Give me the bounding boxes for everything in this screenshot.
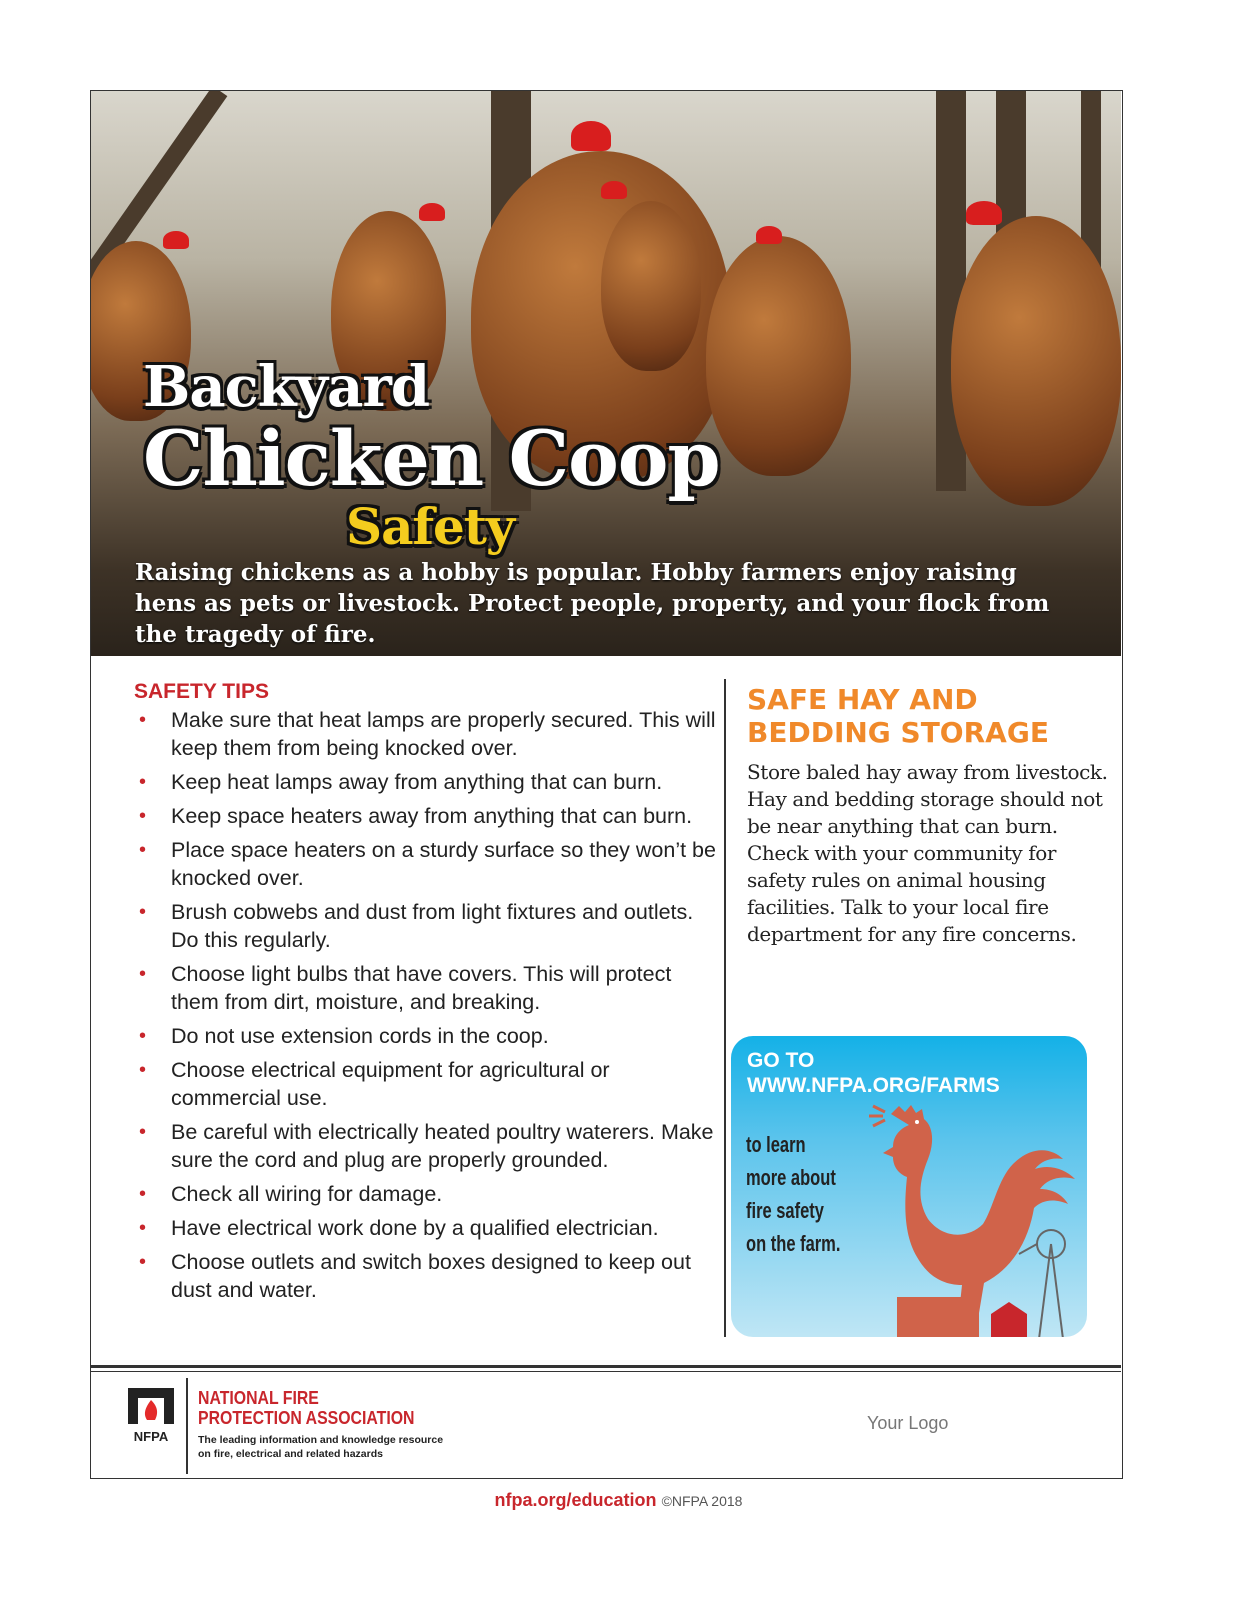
- safety-tips-section: [134, 679, 724, 1310]
- hay-storage-heading: SAFE HAY AND BEDDING STORAGE: [747, 683, 1049, 749]
- safety-tip-item: [134, 898, 724, 954]
- safety-tip-item: [134, 1118, 724, 1174]
- safety-tip-text: Check all wiring for damage.: [171, 1182, 443, 1206]
- bullet-icon: •: [139, 1121, 147, 1143]
- safety-tip-item: [134, 1248, 724, 1304]
- safety-tip-text: Be careful with electrically heated poultry waterers. Make sure the cord and plug are properly grounded.: [171, 1120, 714, 1172]
- safety-tips-list: [134, 706, 724, 1304]
- rooster-illustration-icon: [851, 1094, 1087, 1337]
- copyright: ©NFPA 2018: [661, 1493, 743, 1509]
- chicken-coop-photo: [91, 91, 1121, 656]
- education-link[interactable]: nfpa.org/education: [494, 1490, 657, 1510]
- bullet-icon: •: [139, 1217, 147, 1239]
- bullet-icon: •: [139, 1251, 147, 1273]
- safety-tip-text: Keep heat lamps away from anything that can burn.: [171, 770, 663, 794]
- promo-goto-label: GO TO: [747, 1049, 815, 1072]
- bullet-icon: •: [139, 1025, 147, 1047]
- bullet-icon: •: [139, 805, 147, 827]
- safety-tip-text: Choose light bulbs that have covers. This will protect them from dirt, moisture, and breaking.: [171, 962, 672, 1014]
- bullet-icon: •: [139, 771, 147, 793]
- safety-tip-text: Place space heaters on a sturdy surface so they won’t be knocked over.: [171, 838, 716, 890]
- title-safety: Safety: [346, 497, 514, 556]
- safety-tip-item: [134, 1180, 724, 1208]
- learn-line: on the farm.: [746, 1231, 841, 1256]
- promo-url-link[interactable]: WWW.NFPA.ORG/FARMS: [747, 1074, 1000, 1097]
- safety-tip-item: [134, 836, 724, 892]
- your-logo-placeholder: Your Logo: [867, 1413, 949, 1433]
- safety-tip-text: Choose electrical equipment for agricultural or commercial use.: [171, 1058, 610, 1110]
- svg-text:NFPA: NFPA: [133, 1429, 169, 1444]
- hay-storage-section: [747, 683, 1113, 948]
- learn-line: to learn: [746, 1132, 806, 1157]
- safety-tip-item: [134, 1214, 724, 1242]
- bullet-icon: •: [139, 709, 147, 731]
- footer-rule: [91, 1365, 1121, 1372]
- bullet-icon: •: [139, 1183, 147, 1205]
- intro-text: Raising chickens as a hobby is popular. Hobby farmers enjoy raising hens as pets or livestock. Protect people, property, and your flock from the tragedy of fire.: [135, 559, 1050, 648]
- bullet-icon: •: [139, 839, 147, 861]
- safety-tip-item: [134, 960, 724, 1016]
- nfpa-flame-icon: [124, 1386, 178, 1444]
- page-footer: [0, 1490, 1237, 1511]
- farms-promo-box[interactable]: [731, 1036, 1087, 1337]
- learn-line: fire safety: [746, 1198, 824, 1223]
- safety-tips-heading: SAFETY TIPS: [134, 680, 269, 703]
- safety-tip-text: Keep space heaters away from anything that can burn.: [171, 804, 693, 828]
- safety-tip-text: Choose outlets and switch boxes designed to keep out dust and water.: [171, 1250, 691, 1302]
- footer-divider: [186, 1378, 188, 1474]
- tagline-line: The leading information and knowledge resource: [198, 1434, 444, 1446]
- title-chicken-coop: Chicken Coop: [143, 414, 720, 503]
- org-name: [198, 1388, 414, 1428]
- hay-storage-body: Store baled hay away from livestock. Hay and bedding storage should not be near anything that can burn. Check with your community for safety rules on animal housing facilities. Talk to your local fire department for any fire concerns.: [747, 760, 1108, 946]
- tagline-line: on fire, electrical and related hazards: [198, 1448, 383, 1460]
- org-tagline: [198, 1433, 443, 1461]
- bullet-icon: •: [139, 901, 147, 923]
- safety-tip-item: [134, 768, 724, 796]
- safety-tip-text: Do not use extension cords in the coop.: [171, 1024, 549, 1048]
- promo-learn-text: [746, 1128, 840, 1260]
- promo-goto: [747, 1048, 1000, 1098]
- bullet-icon: •: [139, 1059, 147, 1081]
- safety-tip-item: [134, 1056, 724, 1112]
- safety-tip-text: Make sure that heat lamps are properly secured. This will keep them from being knocked over.: [171, 708, 716, 760]
- safety-tip-text: Have electrical work done by a qualified electrician.: [171, 1216, 659, 1240]
- nfpa-logo: [124, 1386, 178, 1449]
- org-line: NATIONAL FIRE: [198, 1388, 319, 1408]
- flyer-frame: [90, 90, 1123, 1479]
- column-divider: [724, 679, 726, 1337]
- org-line: PROTECTION ASSOCIATION: [198, 1408, 415, 1428]
- safety-tip-item: [134, 802, 724, 830]
- title-backyard: Backyard: [143, 354, 429, 420]
- safety-tip-item: [134, 1022, 724, 1050]
- bullet-icon: •: [139, 963, 147, 985]
- learn-line: more about: [746, 1165, 836, 1190]
- safety-tip-text: Brush cobwebs and dust from light fixtures and outlets. Do this regularly.: [171, 900, 694, 952]
- safety-tip-item: [134, 706, 724, 762]
